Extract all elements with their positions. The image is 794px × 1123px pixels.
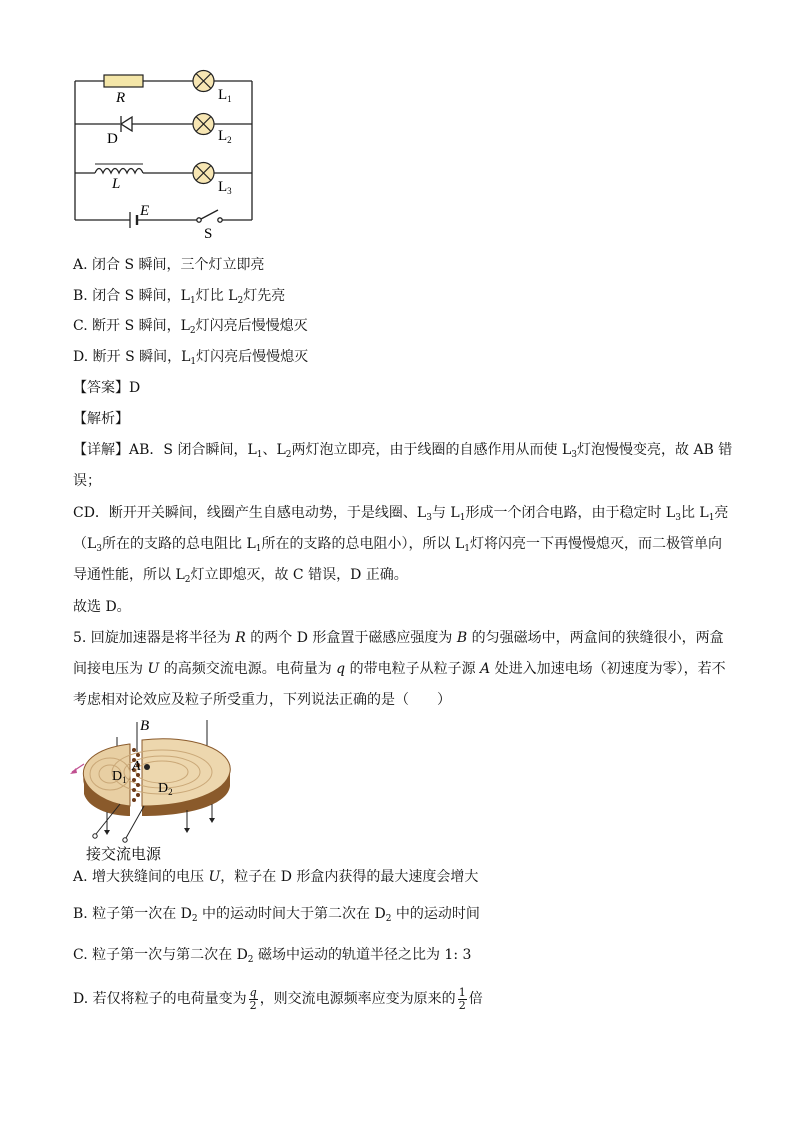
figure-caption: 接交流电源 [86,845,162,863]
detail-line-1: 【详解】AB．S 闭合瞬间，$L_1$、$L_2$两灯泡立即亮，由于线圈的自感作用从而使 $L_3$灯泡慢慢变亮，故 AB 错 [73,442,733,460]
detail-line-5: 导通性能，所以 $L_2$灯立即熄灭，故 C 错误，D 正确。 [73,567,408,585]
q5-option-a: A. 增大狭缝间的电压 U，粒子在 D 形盒内获得的最大速度会增大 [73,869,479,885]
q5-option-c: C. 粒子第一次与第二次在 $D_2$ 磁场中运动的轨道半径之比为 1: 3 [73,947,472,965]
fraction-1-over-2: $\frac{1}{2}$ [458,985,466,1012]
label-l1: $L_1$ [218,87,232,104]
label-r: R [116,90,126,106]
inductor-symbol [95,169,143,174]
battery-symbol [130,212,137,228]
detail-conclusion: 故选 D。 [73,599,131,615]
label-l: L [112,176,121,192]
q4-option-d: D. 断开 S 瞬间，$L_1$灯闪亮后慢慢熄灭 [73,349,309,367]
label-d: D [107,131,118,147]
analysis-label: 【解析】 [73,411,129,427]
answer-line: 【答案】D [73,380,141,396]
label-a-source: A [132,759,141,774]
lamp-l1-icon [193,71,214,92]
q5-option-d: D. 若仅将粒子的电荷量变为 $\frac{q}{2}$ ，则交流电源频率应变为原来的 $\frac{1}{2}$ 倍 [73,985,483,1012]
q5-stem-line-2: 间接电压为 U 的高频交流电源。电荷量为 q 的带电粒子从粒子源 A 处进入加速电场（初速度为零），若不 [73,661,726,677]
resistor-symbol [104,75,143,87]
q4-option-a: A. 闭合 S 瞬间，三个灯立即亮 [73,257,265,273]
particle-source-a [144,764,150,770]
q4-option-b: B. 闭合 S 瞬间，$L_1$灯比 $L_2$灯先亮 [73,288,286,306]
label-b-field: B [140,718,150,734]
label-d2: $D_2$ [158,781,173,797]
label-d1: $D_1$ [112,769,127,785]
q5-option-b: B. 粒子第一次在 $D_2$ 中的运动时间大于第二次在 $D_2$ 中的运动时间 [73,906,480,924]
label-e: E [140,203,150,219]
q5-stem-line-3: 考虑相对论效应及粒子所受重力，下列说法正确的是（ ） [73,692,451,708]
detail-line-3: CD．断开开关瞬间，线圈产生自感电动势，于是线圈、$L_3$与 $L_1$形成一个闭合电路，由于稳定时 $L_3$比 $L_1$亮 [73,505,729,523]
q5-stem-line-1: 5. 回旋加速器是将半径为 R 的两个 D 形盒置于磁感应强度为 B 的匀强磁场中，两盒间的狭缝很小，两盒 [73,630,724,646]
label-s: S [204,226,213,242]
q4-option-c: C. 断开 S 瞬间，$L_2$灯闪亮后慢慢熄灭 [73,318,308,336]
diode-symbol [121,116,132,132]
lamp-l2-icon [193,114,214,135]
fraction-q-over-2: $\frac{q}{2}$ [249,985,257,1012]
detail-line-2: 误； [73,473,101,489]
lamp-l3-icon [193,163,214,184]
label-l3: $L_3$ [218,179,232,196]
switch-symbol [197,210,222,222]
detail-line-4: （$L_3$所在的支路的总电阻比 $L_1$所在的支路的总电阻小），所以 $L_1$灯将闪亮一下再慢慢熄灭，而二极管单向 [73,536,722,554]
label-l2: $L_2$ [218,128,232,145]
circuit-diagram [60,60,280,245]
